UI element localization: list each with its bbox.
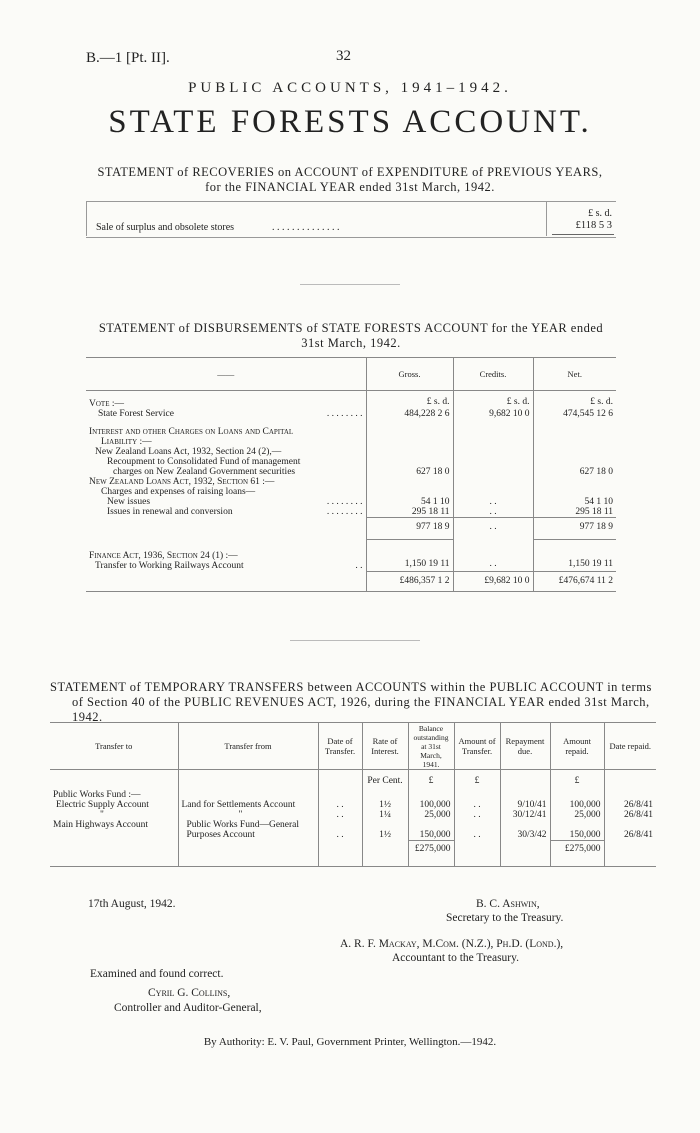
pound-label: £ bbox=[454, 770, 500, 801]
printer-imprint: By Authority: E. V. Paul, Government Printer, Wellington.—1942. bbox=[203, 1036, 497, 1048]
page-title: STATE FORESTS ACCOUNT. bbox=[108, 104, 592, 140]
transfers-heading bbox=[50, 680, 660, 725]
controller-title: Controller and Auditor-General, bbox=[114, 1002, 262, 1014]
table-row bbox=[50, 800, 656, 810]
publication-title: PUBLIC ACCOUNTS, 1941–1942. bbox=[188, 80, 512, 96]
total-repaid: £275,000 bbox=[550, 840, 604, 867]
ditto-mark: . . bbox=[489, 506, 497, 517]
column-header-gross: Gross. bbox=[366, 358, 453, 391]
leader-dots: . . bbox=[355, 561, 363, 571]
ditto-mark: . . bbox=[454, 820, 500, 840]
cell-value: 9,682 10 0 bbox=[453, 409, 533, 419]
charges-label: Charges and expenses of raising loans— bbox=[101, 487, 256, 497]
total-credits: £9,682 10 0 bbox=[453, 571, 533, 592]
column-header-dash: —— bbox=[217, 369, 235, 379]
cell-value: 100,000 bbox=[408, 800, 454, 810]
recoveries-heading-line1: STATEMENT of RECOVERIES on ACCOUNT of EXPENDITURE of PREVIOUS YEARS, bbox=[97, 165, 603, 179]
cell-value: 26/8/41 bbox=[604, 800, 656, 810]
transfer-to: Main Highways Account bbox=[53, 820, 148, 830]
column-header-repayment: Repayment due. bbox=[500, 723, 550, 770]
per-cent-label: Per Cent. bbox=[362, 770, 408, 801]
cell-value: 1½ bbox=[362, 820, 408, 840]
column-header-credits: Credits. bbox=[453, 358, 533, 391]
transfer-to: " bbox=[100, 810, 104, 820]
table-row bbox=[86, 409, 616, 419]
ditto-mark: . . bbox=[318, 820, 362, 840]
cell-value: 627 18 0 bbox=[533, 419, 616, 477]
cell-value: 150,000 bbox=[408, 820, 454, 840]
ditto-mark: . . bbox=[318, 810, 362, 820]
document-reference: B.—1 [Pt. II]. bbox=[86, 50, 170, 66]
table-row bbox=[50, 820, 656, 840]
leader-dots: . . . . . . . . bbox=[326, 409, 363, 419]
vote-label: Vote :— bbox=[89, 399, 124, 409]
loans-act-label: New Zealand Loans Act, 1932, Section 24 (2),— bbox=[95, 447, 282, 457]
total-gross: £486,357 1 2 bbox=[366, 571, 453, 592]
unit-gross: £ s. d. bbox=[366, 391, 453, 410]
column-header-transfer-from: Transfer from bbox=[178, 723, 318, 770]
recoupment-line2: charges on New Zealand Government securities bbox=[113, 467, 296, 477]
unit-net: £ s. d. bbox=[533, 391, 616, 410]
signature-date: 17th August, 1942. bbox=[88, 898, 176, 910]
new-issues-label: New issues bbox=[107, 497, 151, 507]
cell-value: 54 1 10 bbox=[421, 496, 450, 507]
ditto-mark: . . bbox=[489, 496, 497, 507]
disbursements-heading-line2: 31st March, 1942. bbox=[301, 336, 401, 350]
total-row bbox=[86, 571, 616, 592]
transfers-table bbox=[50, 722, 656, 867]
leader-dots: . . . . . . . . . . . . . . bbox=[272, 222, 340, 233]
column-header-date-repaid: Date repaid. bbox=[604, 723, 656, 770]
pound-label: £ bbox=[408, 770, 454, 801]
cell-value: 295 18 11 bbox=[575, 506, 613, 517]
interest-label-line1: Interest and other Charges on Loans and Capital bbox=[89, 427, 294, 437]
recoveries-amount: £118 5 3 bbox=[575, 220, 612, 231]
transfer-from: Land for Settlements Account bbox=[178, 800, 318, 810]
column-header-balance: Balance outstanding at 31st March, 1941. bbox=[408, 723, 454, 770]
finance-act-label: Finance Act, 1936, Section 24 (1) :— bbox=[89, 551, 238, 561]
pound-label: £ bbox=[550, 770, 604, 801]
ditto-mark: . . bbox=[318, 800, 362, 810]
pwf-label: Public Works Fund :— bbox=[53, 790, 141, 800]
cell-value: 9/10/41 bbox=[500, 800, 550, 810]
total-balance: £275,000 bbox=[408, 840, 454, 867]
table-row bbox=[50, 770, 656, 801]
cell-value: 1,150 19 11 bbox=[533, 539, 616, 571]
accountant-title: Accountant to the Treasury. bbox=[392, 952, 520, 964]
secretary-title: Secretary to the Treasury. bbox=[446, 912, 564, 924]
vote-item: State Forest Service bbox=[98, 409, 174, 419]
cell-value: 54 1 10 bbox=[584, 496, 613, 507]
disbursements-heading bbox=[86, 321, 616, 351]
transfers-heading-line1: STATEMENT of TEMPORARY TRANSFERS between ACCOUNTS within the PUBLIC ACCOUNT in terms bbox=[50, 680, 652, 694]
recoveries-heading-line2: for the FINANCIAL YEAR ended 31st March, 1942. bbox=[205, 180, 495, 194]
total-net: £476,674 11 2 bbox=[533, 571, 616, 592]
table-row bbox=[86, 391, 616, 410]
accountant-name bbox=[340, 938, 563, 950]
column-header-transfer-to: Transfer to bbox=[95, 741, 133, 751]
cell-value: 100,000 bbox=[550, 800, 604, 810]
ditto-mark: . . bbox=[453, 539, 533, 571]
ditto-mark: . . bbox=[454, 810, 500, 820]
column-header-net: Net. bbox=[533, 358, 616, 391]
recoveries-item: Sale of surplus and obsolete stores bbox=[96, 222, 235, 233]
leader-dots: . . . . . . . . bbox=[326, 497, 363, 507]
cell-value: 1¼ bbox=[362, 810, 408, 820]
table-row bbox=[50, 810, 656, 820]
cell-value: 26/8/41 bbox=[604, 810, 656, 820]
table-row bbox=[86, 477, 616, 517]
cell-value: 26/8/41 bbox=[604, 820, 656, 840]
column-header-date: Date of Transfer. bbox=[318, 723, 362, 770]
transfer-from: Public Works Fund—General Purposes Account bbox=[178, 820, 318, 840]
ditto-mark: . . bbox=[453, 517, 533, 539]
cell-value: 295 18 11 bbox=[411, 506, 450, 517]
table-header-row bbox=[86, 358, 616, 391]
disbursements-table bbox=[86, 357, 616, 592]
interest-label-line2: Liability :— bbox=[101, 437, 152, 447]
cell-value: 30/12/41 bbox=[500, 810, 550, 820]
finance-item: Transfer to Working Railways Account bbox=[95, 561, 244, 571]
recoveries-heading bbox=[60, 165, 640, 195]
column-header-rate: Rate of Interest. bbox=[362, 723, 408, 770]
loans-act-s61-label: New Zealand Loans Act, 1932, Section 61 :— bbox=[89, 477, 275, 487]
page-number: 32 bbox=[336, 48, 351, 64]
column-header-amount: Amount of Transfer. bbox=[454, 723, 500, 770]
cell-value: 484,228 2 6 bbox=[366, 409, 453, 419]
recoupment-line1: Recoupment to Consolidated Fund of management bbox=[107, 457, 301, 467]
renewal-label: Issues in renewal and conversion bbox=[107, 507, 233, 517]
cell-value: 1½ bbox=[362, 800, 408, 810]
total-row bbox=[50, 840, 656, 867]
cell-value: 1,150 19 11 bbox=[366, 539, 453, 571]
table-header-row bbox=[50, 723, 656, 770]
column-header-repaid: Amount repaid. bbox=[550, 723, 604, 770]
examined-note: Examined and found correct. bbox=[90, 968, 224, 980]
transfers-heading-line3: 1942. bbox=[72, 710, 103, 724]
transfer-from: " bbox=[178, 810, 318, 820]
recoveries-unit: £ s. d. bbox=[588, 208, 612, 219]
subtotal-net: 977 18 9 bbox=[533, 517, 616, 539]
accountant-name-text: A. R. F. Mackay, M.Com. (N.Z.), Ph.D. (Lond.), bbox=[340, 938, 564, 950]
cell-value: 30/3/42 bbox=[500, 820, 550, 840]
unit-credits: £ s. d. bbox=[453, 391, 533, 410]
cell-value: 25,000 bbox=[408, 810, 454, 820]
table-row bbox=[86, 539, 616, 571]
transfers-heading-line2: of Section 40 of the PUBLIC REVENUES ACT, 1926, during the FINANCIAL YEAR ended 31st March, bbox=[72, 695, 650, 709]
cell-value: 474,545 12 6 bbox=[533, 409, 616, 419]
subtotal-gross: 977 18 9 bbox=[366, 517, 453, 539]
transfer-to: Electric Supply Account bbox=[56, 800, 149, 810]
subtotal-row bbox=[86, 517, 616, 539]
disbursements-heading-line1: STATEMENT of DISBURSEMENTS of STATE FORESTS ACCOUNT for the YEAR ended bbox=[98, 321, 604, 335]
table-row bbox=[86, 419, 616, 477]
cell-value: 25,000 bbox=[550, 810, 604, 820]
ditto-mark: . . bbox=[454, 800, 500, 810]
secretary-name: B. C. Ashwin, bbox=[476, 898, 540, 910]
leader-dots: . . . . . . . . bbox=[326, 507, 363, 517]
controller-name: Cyril G. Collins, bbox=[148, 987, 231, 999]
cell-value: 627 18 0 bbox=[366, 419, 453, 477]
cell-value: 150,000 bbox=[550, 820, 604, 840]
